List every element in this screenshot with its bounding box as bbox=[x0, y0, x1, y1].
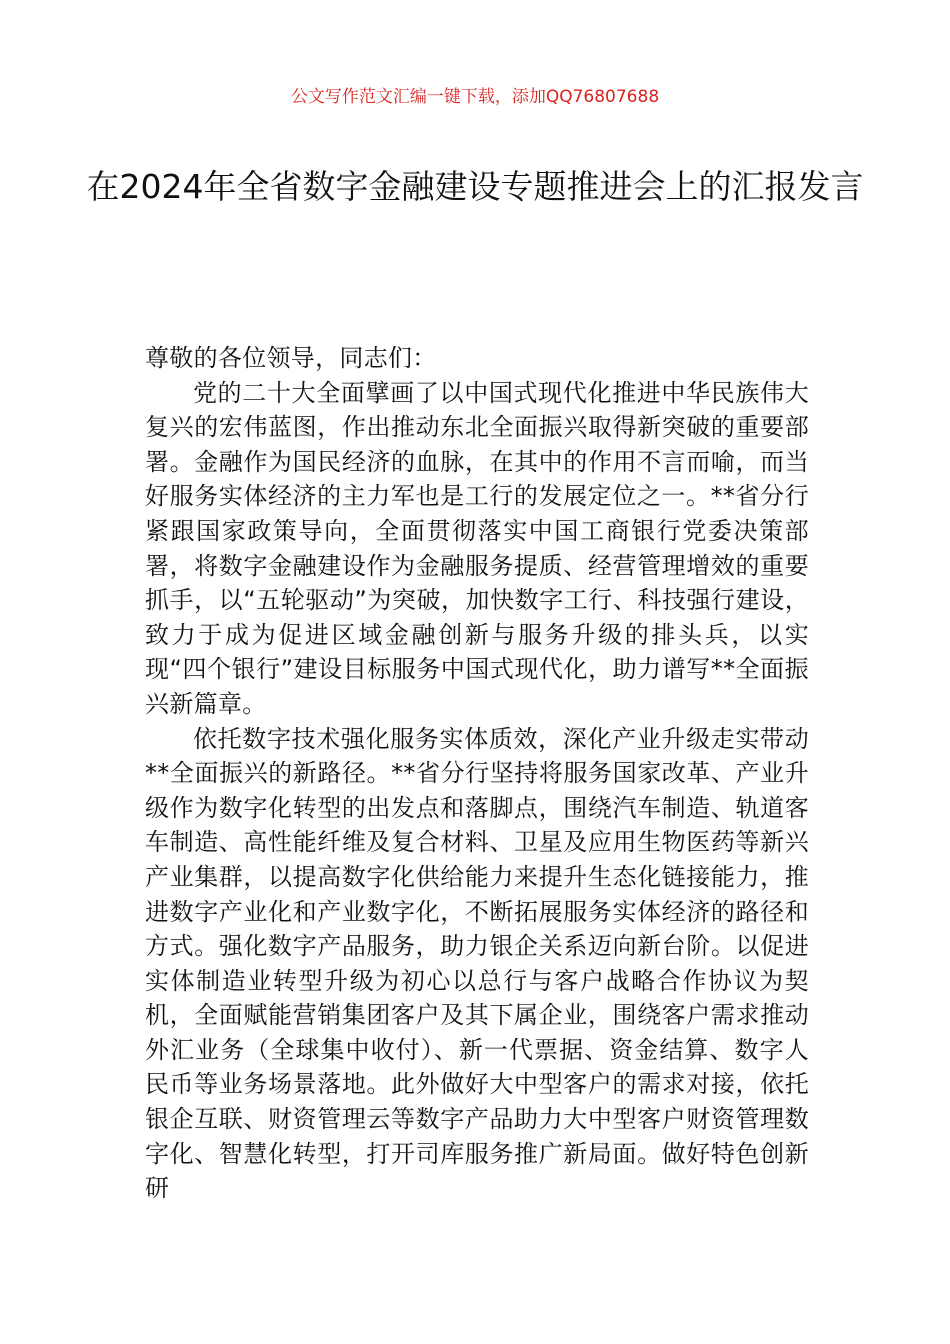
document-body bbox=[145, 341, 809, 1206]
paragraph: 党的二十大全面擘画了以中国式现代化推进中华民族伟大复兴的宏伟蓝图，作出推动东北全面振兴取得新突破的重要部署。金融作为国民经济的血脉，在其中的作用不言而喻，而当好服务实体经济的主力军也是工行的发展定位之一。**省分行紧跟国家政策导向，全面贯彻落实中国工商银行党委决策部署，将数字金融建设作为金融服务提质、经营管理增效的重要抓手，以“五轮驱动”为突破，加快数字工行、科技强行建设，致力于成为促进区域金融创新与服务升级的排头兵，以实现“四个银行”建设目标服务中国式现代化，助力谱写**全面振兴新篇章。 bbox=[145, 378, 809, 718]
paragraph: 依托数字技术强化服务实体质效，深化产业升级走实带动**全面振兴的新路径。**省分行坚持将服务国家改革、产业升级作为数字化转型的出发点和落脚点，围绕汽车制造、轨道客车制造、高性能纤维及复合材料、卫星及应用生物医药等新兴产业集群，以提高数字化供给能力来提升生态化链接能力，推进数字产业化和产业数字化，不断拓展服务实体经济的路径和方式。强化数字产品服务，助力银企关系迈向新台阶。以促进实体制造业转型升级为初心以总行与客户战略合作协议为契机，全面赋能营销集团客户及其下属企业，围绕客户需求推动外汇业务（全球集中收付）、新一代票据、资金结算、数字人民币等业务场景落地。此外做好大中型客户的需求对接，依托银企互联、财资管理云等数字产品助力大中型客户财资管理数字化、智慧化转型，打开司库服务推广新局面。做好特色创新研 bbox=[145, 724, 809, 1203]
salutation: 尊敬的各位领导，同志们： bbox=[145, 344, 437, 372]
download-banner: 公文写作范文汇编一键下载，添加QQ76807688 bbox=[290, 87, 660, 107]
document-title: 在2024年全省数字金融建设专题推进会上的汇报发言 bbox=[86, 167, 864, 206]
